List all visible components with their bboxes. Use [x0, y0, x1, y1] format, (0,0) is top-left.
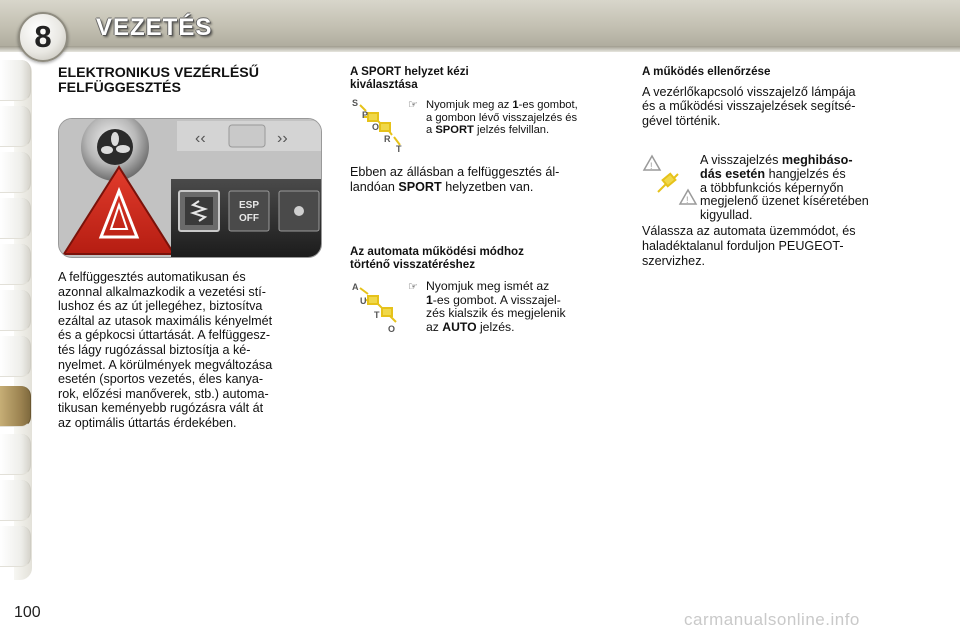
svg-text:!: ! [686, 195, 689, 206]
auto-indicator-icon [350, 278, 408, 334]
service-advice: Válassza az automata üzemmódot, és haladéktalanul forduljon PEUGEOT- szervizhez. [642, 224, 856, 268]
chapter-tab-6[interactable] [0, 290, 31, 331]
chapter-title: VEZETÉS [96, 14, 213, 41]
fault-warning-text: A visszajelzés meghibáso- dás esetén hangjelzés és a többfunkciós képernyőn megjelenő üzenet kíséretében kigyullad. [700, 153, 869, 222]
chapter-tab-10[interactable] [0, 480, 31, 521]
chapter-tab-11[interactable] [0, 526, 31, 567]
chapter-number-badge [18, 12, 68, 62]
section-heading-electronic-suspension: ELEKTRONIKUS VEZÉRLÉSŰ FELFÜGGESZTÉS [58, 65, 260, 96]
sport-indicator-icon [350, 97, 408, 153]
section-heading-auto-return: Az automata működési módhoz történő visszatéréshez [350, 245, 524, 271]
svg-text:››: ›› [277, 130, 288, 147]
suspension-fault-warning-icon [642, 154, 700, 210]
sport-step [350, 97, 612, 153]
chapter-tab-9[interactable] [0, 434, 31, 475]
esp-label: ESP [238, 200, 260, 211]
svg-text:O: O [372, 122, 380, 133]
svg-text:S: S [352, 98, 359, 109]
svg-text:‹‹: ‹‹ [195, 130, 206, 147]
svg-text:T: T [374, 309, 380, 320]
chapter-tab-2[interactable] [0, 106, 31, 147]
header-underline [0, 46, 960, 52]
suspension-description: A felfüggesztés automatikusan és azonnal alkalmazkodik a vezetési stí- lushoz és az út jellegéhez, biztosítva ezáltal az utasok maximális kényelmét és a gépkocsi úttartását. A felfüggesz- tés lágy rugózással biztosítja a ké- nyelmet. A körülmények megváltozása esetén (sportos vezetés, éles kanya- rok, előzési manőverek, stb.) automa- tikusan keményebb rugózásra vált át az optimális úttartás érdekében. [58, 270, 273, 430]
svg-text:P: P [362, 110, 369, 121]
dashboard-switch-photo [58, 118, 322, 258]
svg-text:U: U [360, 295, 367, 306]
watermark: carmanualsonline.info [684, 610, 860, 629]
section-heading-operation-check: A működés ellenőrzése [642, 65, 771, 78]
chapter-tabs [0, 60, 34, 580]
svg-text:A: A [352, 281, 359, 292]
svg-text:O: O [388, 323, 396, 334]
auto-step [350, 278, 612, 335]
sport-mode-paragraph: Ebben az állásban a felfüggesztés ál- landóan SPORT helyzetben van. [350, 165, 560, 194]
chapter-tab-4[interactable] [0, 198, 31, 239]
esp-off-button[interactable] [229, 191, 269, 231]
sport-step-text: ☞ Nyomjuk meg az 1-es gombot, a gombon lévő visszajelzés és a SPORT jelzés felvillan. [408, 99, 578, 136]
chapter-tab-5[interactable] [0, 244, 31, 285]
auto-step-text: ☞ Nyomjuk meg ismét az 1-es gombot. A visszajel- zés kialszik és megjelenik az AUTO jelzés. [408, 278, 566, 334]
operation-check-intro: A vezérlőkapcsoló visszajelző lámpája és a működési visszajelzések segítsé- gével történik. [642, 84, 856, 128]
section-heading-sport: A SPORT helyzet kézi kiválasztása [350, 65, 469, 91]
pointing-hand-icon: ☞ [408, 99, 418, 112]
chapter-tab-3[interactable] [0, 152, 31, 193]
svg-text:T: T [396, 144, 402, 154]
svg-text:!: ! [650, 161, 653, 172]
column-right [642, 66, 904, 268]
dashboard-switch-illustration [59, 119, 321, 257]
svg-text:R: R [384, 134, 391, 145]
pointing-hand-icon: ☞ [408, 280, 418, 293]
page-number: 100 [14, 604, 41, 621]
fault-warning-step [642, 154, 904, 222]
esp-off-label: OFF [239, 213, 259, 224]
chapter-tab-8-active[interactable] [0, 386, 31, 427]
chapter-tab-1[interactable] [0, 60, 31, 101]
column-left [58, 66, 320, 431]
chapter-number: 8 [34, 19, 52, 54]
chapter-tab-7[interactable] [0, 336, 31, 377]
column-middle [350, 66, 612, 334]
